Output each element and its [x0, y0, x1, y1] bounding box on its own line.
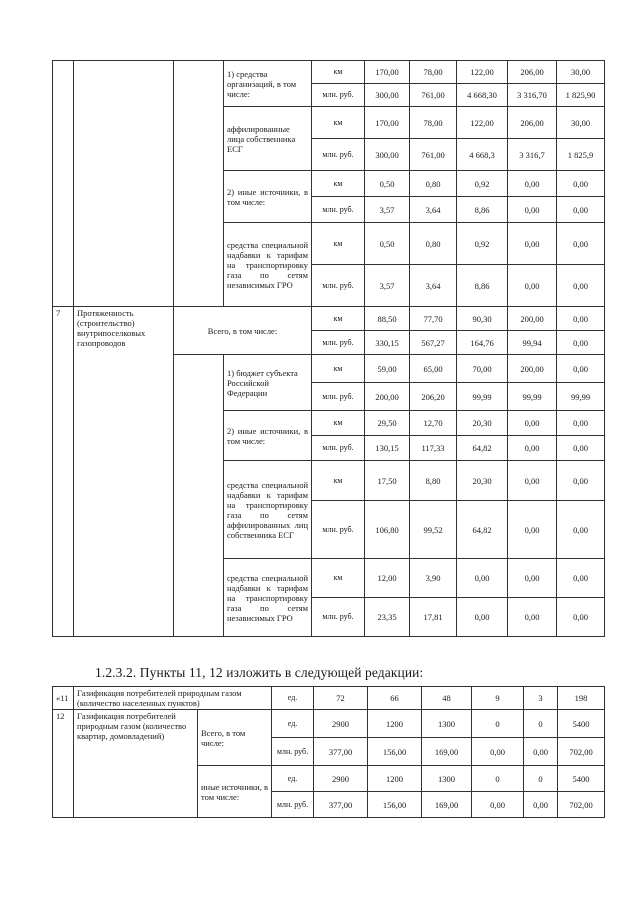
unit-cell: млн. руб. — [312, 383, 365, 411]
value-cell: 206,00 — [508, 61, 557, 84]
total-label-cell — [174, 61, 224, 307]
value-cell: 2900 — [314, 710, 368, 738]
value-cell: 761,00 — [410, 84, 457, 107]
value-cell: 20,30 — [457, 411, 508, 436]
value-cell: 30,00 — [557, 107, 605, 139]
value-cell: 0,00 — [508, 197, 557, 223]
value-cell: 0,00 — [457, 559, 508, 598]
value-cell: 3,57 — [365, 265, 410, 307]
value-cell: 1300 — [422, 710, 472, 738]
value-cell: 0 — [472, 710, 524, 738]
item-title: Газификация потребителей природным газом (количество квартир, домовладений) — [74, 710, 198, 818]
value-cell: 12,70 — [410, 411, 457, 436]
value-cell: 0,00 — [508, 501, 557, 559]
value-cell: 99,94 — [508, 331, 557, 355]
value-cell: 0,00 — [557, 265, 605, 307]
value-cell: 88,50 — [365, 307, 410, 331]
value-cell: 567,27 — [410, 331, 457, 355]
unit-cell: км — [312, 461, 365, 501]
unit-cell: км — [312, 559, 365, 598]
source-label: средства специальной надбавки к тарифам на транспортировку газа по сетям независимых ГРО — [224, 559, 312, 637]
unit-cell: млн. руб. — [312, 84, 365, 107]
unit-cell: млн. руб. — [272, 792, 314, 818]
value-cell: 5400 — [558, 766, 605, 792]
unit-cell: млн. руб. — [312, 197, 365, 223]
value-cell: 300,00 — [365, 139, 410, 171]
source-label: средства специальной надбавки к тарифам на транспортировку газа по сетям независимых ГРО — [224, 223, 312, 307]
table-row — [53, 307, 605, 331]
value-cell: 122,00 — [457, 107, 508, 139]
value-cell: 122,00 — [457, 61, 508, 84]
value-cell: 0,00 — [524, 792, 558, 818]
value-cell: 9 — [472, 687, 524, 710]
value-cell: 0,00 — [557, 559, 605, 598]
value-cell: 8,86 — [457, 265, 508, 307]
item-title-cell — [74, 61, 174, 307]
value-cell: 377,00 — [314, 792, 368, 818]
unit-cell: ед. — [272, 710, 314, 738]
value-cell: 702,00 — [558, 792, 605, 818]
source-label: иные источники, в том числе: — [198, 766, 272, 818]
main-table — [52, 60, 605, 637]
unit-cell: км — [312, 171, 365, 197]
value-cell: 64,82 — [457, 501, 508, 559]
table-row — [53, 687, 605, 710]
item-number: «11 — [53, 687, 74, 710]
value-cell: 5400 — [558, 710, 605, 738]
unit-cell: км — [312, 411, 365, 436]
value-cell: 3,57 — [365, 197, 410, 223]
value-cell: 0,00 — [557, 355, 605, 383]
value-cell: 3,90 — [410, 559, 457, 598]
unit-cell: км — [312, 307, 365, 331]
unit-cell: млн. руб. — [312, 436, 365, 461]
value-cell: 1 825,9 — [557, 139, 605, 171]
item-title: Газификация потребителей природным газом (количество населенных пунктов) — [74, 687, 272, 710]
value-cell: 8,80 — [410, 461, 457, 501]
value-cell: 78,00 — [410, 107, 457, 139]
value-cell: 169,00 — [422, 792, 472, 818]
value-cell: 761,00 — [410, 139, 457, 171]
value-cell: 0,50 — [365, 171, 410, 197]
value-cell: 0,00 — [557, 331, 605, 355]
value-cell: 0,50 — [365, 223, 410, 265]
value-cell: 200,00 — [365, 383, 410, 411]
value-cell: 0,00 — [557, 307, 605, 331]
table-row — [53, 710, 605, 738]
value-cell: 2900 — [314, 766, 368, 792]
value-cell: 0,00 — [557, 598, 605, 637]
value-cell: 29,50 — [365, 411, 410, 436]
value-cell: 0,00 — [472, 792, 524, 818]
value-cell: 20,30 — [457, 461, 508, 501]
source-label: 2) иные источники, в том числе: — [224, 171, 312, 223]
value-cell: 0,92 — [457, 171, 508, 197]
value-cell: 1200 — [368, 766, 422, 792]
value-cell: 0,00 — [557, 411, 605, 436]
value-cell: 3 316,70 — [508, 84, 557, 107]
value-cell: 206,20 — [410, 383, 457, 411]
unit-cell: км — [312, 61, 365, 84]
value-cell: 0 — [472, 766, 524, 792]
value-cell: 4 668,30 — [457, 84, 508, 107]
value-cell: 3 316,7 — [508, 139, 557, 171]
item-number: 7 — [53, 307, 74, 637]
value-cell: 99,52 — [410, 501, 457, 559]
section-heading: 1.2.3.2. Пункты 11, 12 изложить в следующей редакции: — [95, 665, 424, 680]
value-cell: 0,00 — [508, 436, 557, 461]
value-cell: 3,64 — [410, 197, 457, 223]
source-label: 1) средства организаций, в том числе: — [224, 61, 312, 107]
value-cell: 4 668,3 — [457, 139, 508, 171]
value-cell: 0,00 — [508, 461, 557, 501]
value-cell: 12,00 — [365, 559, 410, 598]
spacer-cell — [174, 355, 224, 637]
value-cell: 0,92 — [457, 223, 508, 265]
source-label: 2) иные источники, в том числе: — [224, 411, 312, 461]
value-cell: 77,70 — [410, 307, 457, 331]
value-cell: 0,00 — [508, 598, 557, 637]
value-cell: 30,00 — [557, 61, 605, 84]
value-cell: 200,00 — [508, 355, 557, 383]
value-cell: 1 825,90 — [557, 84, 605, 107]
value-cell: 0,00 — [557, 501, 605, 559]
value-cell: 66 — [368, 687, 422, 710]
value-cell: 130,15 — [365, 436, 410, 461]
value-cell: 99,99 — [508, 383, 557, 411]
value-cell: 0 — [524, 710, 558, 738]
value-cell: 170,00 — [365, 61, 410, 84]
value-cell: 1300 — [422, 766, 472, 792]
value-cell: 0,00 — [472, 738, 524, 766]
value-cell: 106,80 — [365, 501, 410, 559]
value-cell: 198 — [558, 687, 605, 710]
value-cell: 65,00 — [410, 355, 457, 383]
unit-cell: км — [312, 355, 365, 383]
value-cell: 17,81 — [410, 598, 457, 637]
item-number-cell — [53, 61, 74, 307]
value-cell: 72 — [314, 687, 368, 710]
value-cell: 0,00 — [508, 411, 557, 436]
value-cell: 0,00 — [508, 171, 557, 197]
unit-cell: млн. руб. — [272, 738, 314, 766]
value-cell: 64,82 — [457, 436, 508, 461]
unit-cell: млн. руб. — [312, 598, 365, 637]
source-label: Всего, в том числе: — [198, 710, 272, 766]
value-cell: 3,64 — [410, 265, 457, 307]
value-cell: 0 — [524, 766, 558, 792]
item-number: 12 — [53, 710, 74, 818]
unit-cell: млн. руб. — [312, 139, 365, 171]
value-cell: 0,80 — [410, 223, 457, 265]
value-cell: 200,00 — [508, 307, 557, 331]
value-cell: 0,00 — [508, 265, 557, 307]
value-cell: 70,00 — [457, 355, 508, 383]
value-cell: 0,80 — [410, 171, 457, 197]
value-cell: 23,35 — [365, 598, 410, 637]
value-cell: 78,00 — [410, 61, 457, 84]
value-cell: 164,76 — [457, 331, 508, 355]
unit-cell: млн. руб. — [312, 501, 365, 559]
value-cell: 0,00 — [557, 223, 605, 265]
value-cell: 0,00 — [557, 461, 605, 501]
value-cell: 1200 — [368, 710, 422, 738]
value-cell: 0,00 — [557, 436, 605, 461]
value-cell: 48 — [422, 687, 472, 710]
value-cell: 170,00 — [365, 107, 410, 139]
value-cell: 156,00 — [368, 792, 422, 818]
value-cell: 99,99 — [457, 383, 508, 411]
value-cell: 0,00 — [508, 559, 557, 598]
unit-cell: км — [312, 107, 365, 139]
source-label: аффилированные лица собственника ЕСГ — [224, 107, 312, 171]
value-cell: 330,15 — [365, 331, 410, 355]
value-cell: 0,00 — [508, 223, 557, 265]
unit-cell: ед. — [272, 766, 314, 792]
value-cell: 377,00 — [314, 738, 368, 766]
value-cell: 117,33 — [410, 436, 457, 461]
value-cell: 3 — [524, 687, 558, 710]
value-cell: 206,00 — [508, 107, 557, 139]
second-table — [52, 686, 605, 818]
value-cell: 169,00 — [422, 738, 472, 766]
source-label: средства специальной надбавки к тарифам на транспортировку газа по сетям аффилированных лиц собственника ЕСГ — [224, 461, 312, 559]
value-cell: 99,99 — [557, 383, 605, 411]
value-cell: 0,00 — [557, 171, 605, 197]
value-cell: 0,00 — [557, 197, 605, 223]
item-title: Протяженность (строительство) внутрипоселковых газопроводов — [74, 307, 174, 637]
value-cell: 0,00 — [457, 598, 508, 637]
source-label: 1) бюджет субъекта Российской Федерации — [224, 355, 312, 411]
value-cell: 59,00 — [365, 355, 410, 383]
value-cell: 90,30 — [457, 307, 508, 331]
value-cell: 702,00 — [558, 738, 605, 766]
value-cell: 156,00 — [368, 738, 422, 766]
total-label: Всего, в том числе: — [174, 307, 312, 355]
value-cell: 17,50 — [365, 461, 410, 501]
unit-cell: ед. — [272, 687, 314, 710]
unit-cell: млн. руб. — [312, 331, 365, 355]
value-cell: 0,00 — [524, 738, 558, 766]
value-cell: 300,00 — [365, 84, 410, 107]
unit-cell: км — [312, 223, 365, 265]
unit-cell: млн. руб. — [312, 265, 365, 307]
value-cell: 8,86 — [457, 197, 508, 223]
table-row — [53, 61, 605, 84]
